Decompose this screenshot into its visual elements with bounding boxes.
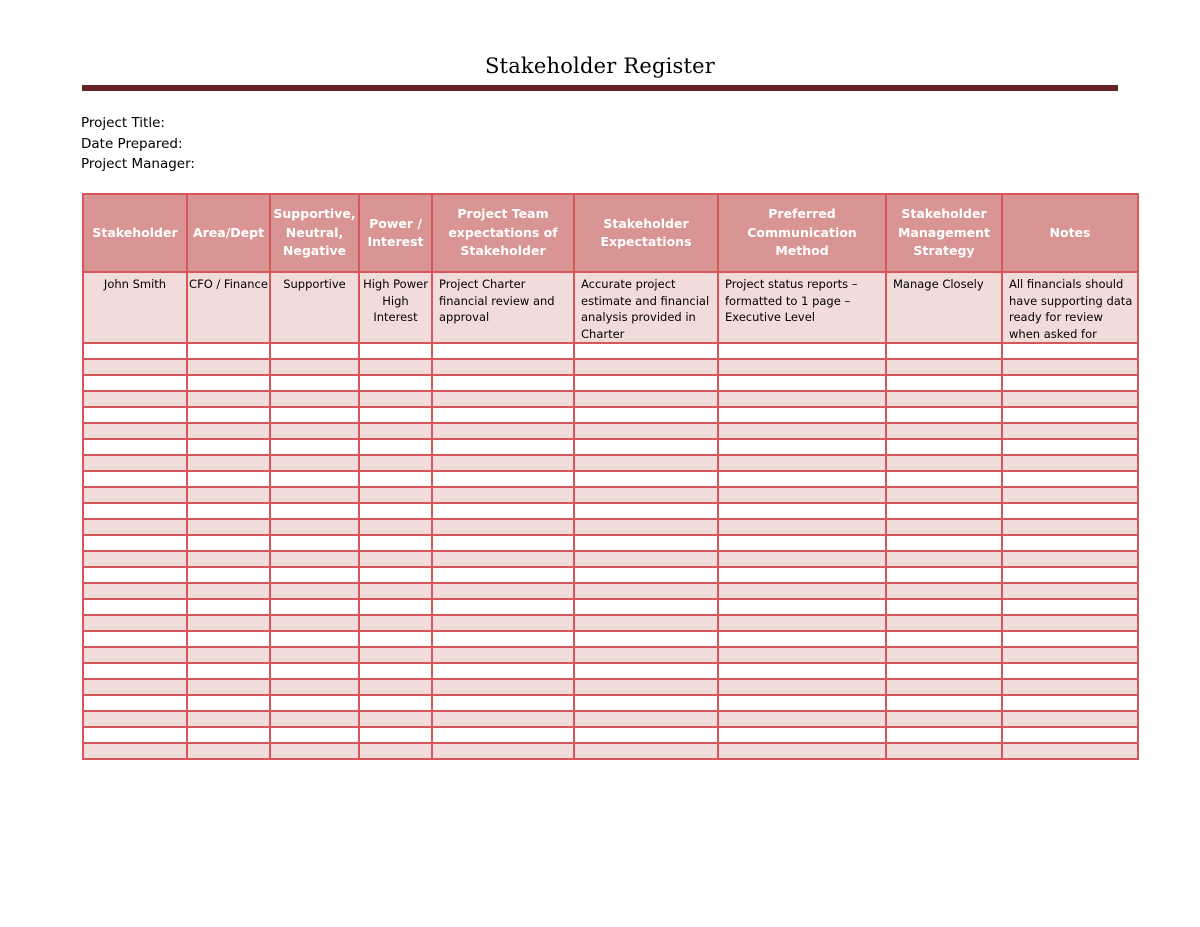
empty-cell[interactable] xyxy=(718,423,886,439)
empty-cell[interactable] xyxy=(886,407,1002,423)
empty-cell[interactable] xyxy=(187,487,270,503)
empty-cell[interactable] xyxy=(718,711,886,727)
empty-cell[interactable] xyxy=(574,647,718,663)
empty-cell[interactable] xyxy=(187,567,270,583)
table-row xyxy=(83,519,1138,535)
empty-cell[interactable] xyxy=(718,615,886,631)
empty-cell[interactable] xyxy=(886,471,1002,487)
empty-cell[interactable] xyxy=(359,647,432,663)
empty-cell[interactable] xyxy=(1002,519,1138,535)
empty-cell[interactable] xyxy=(187,711,270,727)
empty-cell[interactable] xyxy=(432,471,574,487)
empty-cell[interactable] xyxy=(432,439,574,455)
table-row xyxy=(83,583,1138,599)
empty-cell[interactable] xyxy=(83,663,187,679)
document-title: Stakeholder Register xyxy=(484,54,716,78)
empty-cell[interactable] xyxy=(187,743,270,759)
table-row xyxy=(83,599,1138,615)
empty-cell[interactable] xyxy=(574,407,718,423)
empty-cell[interactable] xyxy=(886,727,1002,743)
empty-cell[interactable] xyxy=(359,599,432,615)
empty-cell[interactable] xyxy=(270,743,359,759)
table-row xyxy=(83,487,1138,503)
project-title-label: Project Title: xyxy=(81,115,165,131)
empty-cell[interactable] xyxy=(1002,407,1138,423)
empty-cell[interactable] xyxy=(432,711,574,727)
empty-cell[interactable] xyxy=(359,551,432,567)
empty-cell[interactable] xyxy=(574,519,718,535)
empty-cell[interactable] xyxy=(718,487,886,503)
table-row xyxy=(83,631,1138,647)
empty-cell[interactable] xyxy=(432,679,574,695)
empty-cell[interactable] xyxy=(187,407,270,423)
empty-cell[interactable] xyxy=(718,631,886,647)
empty-cell[interactable] xyxy=(359,439,432,455)
cell-support[interactable]: Supportive xyxy=(270,272,359,343)
empty-cell[interactable] xyxy=(270,343,359,359)
empty-cell[interactable] xyxy=(432,455,574,471)
empty-cell[interactable] xyxy=(886,423,1002,439)
empty-cell[interactable] xyxy=(432,535,574,551)
table-row xyxy=(83,503,1138,519)
empty-cell[interactable] xyxy=(1002,727,1138,743)
table-row xyxy=(83,375,1138,391)
empty-cell[interactable] xyxy=(270,519,359,535)
empty-cell[interactable] xyxy=(270,615,359,631)
empty-cell[interactable] xyxy=(83,359,187,375)
table-row xyxy=(83,535,1138,551)
empty-cell[interactable] xyxy=(187,647,270,663)
empty-cell[interactable] xyxy=(1002,503,1138,519)
empty-cell[interactable] xyxy=(574,567,718,583)
table-row xyxy=(83,407,1138,423)
empty-cell[interactable] xyxy=(187,599,270,615)
table-row xyxy=(83,695,1138,711)
empty-cell[interactable] xyxy=(432,391,574,407)
empty-cell[interactable] xyxy=(187,343,270,359)
cell-stakeholder[interactable]: John Smith xyxy=(83,272,187,343)
empty-cell[interactable] xyxy=(574,391,718,407)
empty-cell[interactable] xyxy=(432,519,574,535)
empty-cell[interactable] xyxy=(1002,743,1138,759)
empty-cell[interactable] xyxy=(83,535,187,551)
cell-area-dept[interactable]: CFO / Finance xyxy=(187,272,270,343)
empty-cell[interactable] xyxy=(718,343,886,359)
empty-cell[interactable] xyxy=(1002,583,1138,599)
title-rule xyxy=(82,85,1118,91)
empty-cell[interactable] xyxy=(886,631,1002,647)
empty-cell[interactable] xyxy=(574,455,718,471)
empty-cell[interactable] xyxy=(83,615,187,631)
empty-cell[interactable] xyxy=(432,487,574,503)
empty-cell[interactable] xyxy=(886,647,1002,663)
table-row xyxy=(83,679,1138,695)
table-row xyxy=(83,423,1138,439)
empty-cell[interactable] xyxy=(359,615,432,631)
empty-cell[interactable] xyxy=(270,727,359,743)
empty-cell[interactable] xyxy=(359,471,432,487)
empty-cell[interactable] xyxy=(718,439,886,455)
table-row xyxy=(83,615,1138,631)
empty-cell[interactable] xyxy=(432,599,574,615)
project-manager-label: Project Manager: xyxy=(81,156,195,172)
empty-cell[interactable] xyxy=(83,439,187,455)
table-row xyxy=(83,663,1138,679)
empty-cell[interactable] xyxy=(270,439,359,455)
cell-management-strategy[interactable]: Manage Closely xyxy=(886,272,1002,343)
empty-cell[interactable] xyxy=(1002,535,1138,551)
empty-cell[interactable] xyxy=(83,343,187,359)
empty-cell[interactable] xyxy=(270,631,359,647)
date-prepared-label: Date Prepared: xyxy=(81,135,183,152)
empty-cell[interactable] xyxy=(83,727,187,743)
empty-cell[interactable] xyxy=(359,375,432,391)
table-row xyxy=(83,391,1138,407)
empty-cell[interactable] xyxy=(359,359,432,375)
empty-cell[interactable] xyxy=(886,663,1002,679)
cell-notes[interactable]: All financials should have supporting data ready for review when asked for xyxy=(1002,272,1138,343)
empty-cell[interactable] xyxy=(718,727,886,743)
empty-cell[interactable] xyxy=(83,711,187,727)
empty-cell[interactable] xyxy=(718,695,886,711)
empty-cell[interactable] xyxy=(432,423,574,439)
table-row xyxy=(83,551,1138,567)
empty-cell[interactable] xyxy=(359,423,432,439)
empty-cell[interactable] xyxy=(270,695,359,711)
empty-cell[interactable] xyxy=(718,375,886,391)
table-row xyxy=(83,743,1138,759)
empty-cell[interactable] xyxy=(270,583,359,599)
empty-cell[interactable] xyxy=(1002,631,1138,647)
empty-cell[interactable] xyxy=(187,503,270,519)
empty-cell[interactable] xyxy=(270,711,359,727)
empty-cell[interactable] xyxy=(83,519,187,535)
empty-cell[interactable] xyxy=(359,503,432,519)
table-row xyxy=(83,471,1138,487)
empty-cell[interactable] xyxy=(359,679,432,695)
empty-cell[interactable] xyxy=(718,535,886,551)
empty-cell[interactable] xyxy=(1002,711,1138,727)
empty-cell[interactable] xyxy=(718,407,886,423)
empty-cell[interactable] xyxy=(718,359,886,375)
empty-cell[interactable] xyxy=(574,343,718,359)
header-support: Supportive, Neutral, Negative xyxy=(270,194,359,272)
empty-cell[interactable] xyxy=(83,423,187,439)
empty-cell[interactable] xyxy=(359,487,432,503)
empty-cell[interactable] xyxy=(359,631,432,647)
empty-cell[interactable] xyxy=(1002,343,1138,359)
empty-cell[interactable] xyxy=(1002,375,1138,391)
empty-cell[interactable] xyxy=(187,535,270,551)
empty-cell[interactable] xyxy=(886,599,1002,615)
empty-cell[interactable] xyxy=(1002,647,1138,663)
empty-cell[interactable] xyxy=(83,599,187,615)
empty-cell[interactable] xyxy=(718,599,886,615)
empty-cell[interactable] xyxy=(270,551,359,567)
empty-cell[interactable] xyxy=(718,551,886,567)
empty-cell[interactable] xyxy=(718,567,886,583)
empty-cell[interactable] xyxy=(187,583,270,599)
empty-cell[interactable] xyxy=(270,359,359,375)
empty-cell[interactable] xyxy=(886,359,1002,375)
empty-cell[interactable] xyxy=(574,727,718,743)
empty-cell[interactable] xyxy=(432,695,574,711)
empty-cell[interactable] xyxy=(270,599,359,615)
empty-cell[interactable] xyxy=(270,535,359,551)
empty-cell[interactable] xyxy=(432,359,574,375)
empty-cell[interactable] xyxy=(886,439,1002,455)
empty-cell[interactable] xyxy=(718,391,886,407)
empty-cell[interactable] xyxy=(1002,487,1138,503)
empty-cell[interactable] xyxy=(1002,695,1138,711)
empty-cell[interactable] xyxy=(83,647,187,663)
empty-cell[interactable] xyxy=(83,567,187,583)
empty-cell[interactable] xyxy=(886,583,1002,599)
empty-cell[interactable] xyxy=(187,471,270,487)
empty-cell[interactable] xyxy=(187,727,270,743)
empty-cell[interactable] xyxy=(718,663,886,679)
empty-cell[interactable] xyxy=(83,487,187,503)
table-row xyxy=(83,455,1138,471)
empty-cell[interactable] xyxy=(83,631,187,647)
cell-stakeholder-expectations[interactable]: Accurate project estimate and financial analysis provided in Charter xyxy=(574,272,718,343)
empty-cell[interactable] xyxy=(1002,679,1138,695)
empty-cell[interactable] xyxy=(886,679,1002,695)
table-row xyxy=(83,727,1138,743)
header-notes: Notes xyxy=(1002,194,1138,272)
empty-cell[interactable] xyxy=(270,455,359,471)
empty-cell[interactable] xyxy=(886,551,1002,567)
empty-cell[interactable] xyxy=(432,343,574,359)
empty-cell[interactable] xyxy=(574,631,718,647)
empty-cell[interactable] xyxy=(718,455,886,471)
empty-cell[interactable] xyxy=(1002,663,1138,679)
empty-cell[interactable] xyxy=(432,615,574,631)
empty-cell[interactable] xyxy=(187,663,270,679)
empty-cell[interactable] xyxy=(574,695,718,711)
empty-cell[interactable] xyxy=(187,439,270,455)
empty-cell[interactable] xyxy=(359,535,432,551)
table-row xyxy=(83,711,1138,727)
table-row xyxy=(83,439,1138,455)
empty-cell[interactable] xyxy=(187,423,270,439)
empty-cell[interactable] xyxy=(83,583,187,599)
empty-cell[interactable] xyxy=(359,727,432,743)
empty-cell[interactable] xyxy=(187,615,270,631)
empty-cell[interactable] xyxy=(1002,439,1138,455)
table-row xyxy=(83,343,1138,359)
table-row xyxy=(83,567,1138,583)
empty-cell[interactable] xyxy=(574,743,718,759)
empty-cell[interactable] xyxy=(574,471,718,487)
empty-cell[interactable] xyxy=(359,583,432,599)
empty-cell[interactable] xyxy=(886,711,1002,727)
empty-cell[interactable] xyxy=(83,695,187,711)
empty-cell[interactable] xyxy=(83,407,187,423)
empty-cell[interactable] xyxy=(187,551,270,567)
table-row xyxy=(83,272,1138,343)
empty-cell[interactable] xyxy=(1002,423,1138,439)
empty-cell[interactable] xyxy=(1002,599,1138,615)
header-power-interest: Power / Interest xyxy=(359,194,432,272)
empty-cell[interactable] xyxy=(270,423,359,439)
empty-cell[interactable] xyxy=(886,375,1002,391)
empty-cell[interactable] xyxy=(718,519,886,535)
empty-cell[interactable] xyxy=(359,391,432,407)
empty-cell[interactable] xyxy=(83,455,187,471)
empty-cell[interactable] xyxy=(718,503,886,519)
empty-cell[interactable] xyxy=(187,695,270,711)
empty-cell[interactable] xyxy=(574,487,718,503)
empty-cell[interactable] xyxy=(270,407,359,423)
empty-cell[interactable] xyxy=(83,391,187,407)
empty-cell[interactable] xyxy=(432,727,574,743)
empty-cell[interactable] xyxy=(187,455,270,471)
empty-cell[interactable] xyxy=(886,487,1002,503)
empty-cell[interactable] xyxy=(574,535,718,551)
empty-cell[interactable] xyxy=(718,679,886,695)
stakeholder-register-table xyxy=(82,193,1139,760)
empty-cell[interactable] xyxy=(886,343,1002,359)
empty-cell[interactable] xyxy=(359,455,432,471)
empty-cell[interactable] xyxy=(359,743,432,759)
header-area-dept: Area/Dept xyxy=(187,194,270,272)
empty-cell[interactable] xyxy=(574,679,718,695)
empty-cell[interactable] xyxy=(574,359,718,375)
empty-cell[interactable] xyxy=(83,471,187,487)
empty-cell[interactable] xyxy=(359,663,432,679)
empty-cell[interactable] xyxy=(574,423,718,439)
empty-cell[interactable] xyxy=(432,375,574,391)
empty-cell[interactable] xyxy=(1002,455,1138,471)
table-row xyxy=(83,359,1138,375)
empty-cell[interactable] xyxy=(432,551,574,567)
empty-cell[interactable] xyxy=(359,567,432,583)
empty-cell[interactable] xyxy=(574,551,718,567)
header-stakeholder: Stakeholder xyxy=(83,194,187,272)
empty-cell[interactable] xyxy=(359,343,432,359)
empty-cell[interactable] xyxy=(574,503,718,519)
empty-cell[interactable] xyxy=(359,711,432,727)
empty-cell[interactable] xyxy=(432,583,574,599)
empty-cell[interactable] xyxy=(574,583,718,599)
empty-cell[interactable] xyxy=(574,439,718,455)
empty-cell[interactable] xyxy=(270,487,359,503)
empty-cell[interactable] xyxy=(886,743,1002,759)
empty-cell[interactable] xyxy=(83,679,187,695)
empty-cell[interactable] xyxy=(718,471,886,487)
empty-cell[interactable] xyxy=(886,455,1002,471)
empty-cell[interactable] xyxy=(718,647,886,663)
empty-cell[interactable] xyxy=(270,647,359,663)
empty-cell[interactable] xyxy=(432,503,574,519)
empty-cell[interactable] xyxy=(718,583,886,599)
empty-cell[interactable] xyxy=(270,375,359,391)
header-communication-method: Preferred Communication Method xyxy=(718,194,886,272)
cell-power-interest[interactable]: High Power High Interest xyxy=(359,272,432,343)
empty-cell[interactable] xyxy=(574,615,718,631)
empty-cell[interactable] xyxy=(83,551,187,567)
empty-cell[interactable] xyxy=(886,503,1002,519)
table-row xyxy=(83,647,1138,663)
empty-cell[interactable] xyxy=(83,503,187,519)
empty-cell[interactable] xyxy=(432,663,574,679)
empty-cell[interactable] xyxy=(270,663,359,679)
empty-cell[interactable] xyxy=(718,743,886,759)
empty-cell[interactable] xyxy=(1002,567,1138,583)
empty-cell[interactable] xyxy=(886,695,1002,711)
empty-cell[interactable] xyxy=(187,631,270,647)
empty-cell[interactable] xyxy=(270,567,359,583)
empty-cell[interactable] xyxy=(1002,551,1138,567)
empty-cell[interactable] xyxy=(574,599,718,615)
empty-cell[interactable] xyxy=(1002,391,1138,407)
empty-cell[interactable] xyxy=(886,535,1002,551)
empty-cell[interactable] xyxy=(270,471,359,487)
empty-cell[interactable] xyxy=(359,695,432,711)
empty-cell[interactable] xyxy=(187,679,270,695)
empty-cell[interactable] xyxy=(187,391,270,407)
empty-cell[interactable] xyxy=(432,567,574,583)
project-fields xyxy=(81,113,195,175)
header-row xyxy=(83,194,1138,272)
empty-cell[interactable] xyxy=(270,679,359,695)
cell-communication-method[interactable]: Project status reports – formatted to 1 page – Executive Level xyxy=(718,272,886,343)
empty-cell[interactable] xyxy=(270,391,359,407)
empty-cell[interactable] xyxy=(187,375,270,391)
empty-cell[interactable] xyxy=(886,615,1002,631)
empty-cell[interactable] xyxy=(187,519,270,535)
empty-cell[interactable] xyxy=(359,407,432,423)
empty-cell[interactable] xyxy=(83,375,187,391)
empty-cell[interactable] xyxy=(886,567,1002,583)
empty-cell[interactable] xyxy=(83,743,187,759)
empty-cell[interactable] xyxy=(574,663,718,679)
empty-cell[interactable] xyxy=(1002,471,1138,487)
empty-cell[interactable] xyxy=(574,375,718,391)
empty-cell[interactable] xyxy=(1002,359,1138,375)
empty-cell[interactable] xyxy=(1002,615,1138,631)
header-management-strategy: Stakeholder Management Strategy xyxy=(886,194,1002,272)
header-stakeholder-expectations: Stakeholder Expectations xyxy=(574,194,718,272)
cell-team-expectations[interactable]: Project Charter financial review and approval xyxy=(432,272,574,343)
header-team-expectations: Project Team expectations of Stakeholder xyxy=(432,194,574,272)
empty-cell[interactable] xyxy=(187,359,270,375)
empty-cell[interactable] xyxy=(574,711,718,727)
empty-cell[interactable] xyxy=(359,519,432,535)
empty-cell[interactable] xyxy=(432,407,574,423)
empty-cell[interactable] xyxy=(886,519,1002,535)
empty-cell[interactable] xyxy=(432,647,574,663)
empty-cell[interactable] xyxy=(432,631,574,647)
empty-cell[interactable] xyxy=(270,503,359,519)
empty-cell[interactable] xyxy=(432,743,574,759)
empty-cell[interactable] xyxy=(886,391,1002,407)
